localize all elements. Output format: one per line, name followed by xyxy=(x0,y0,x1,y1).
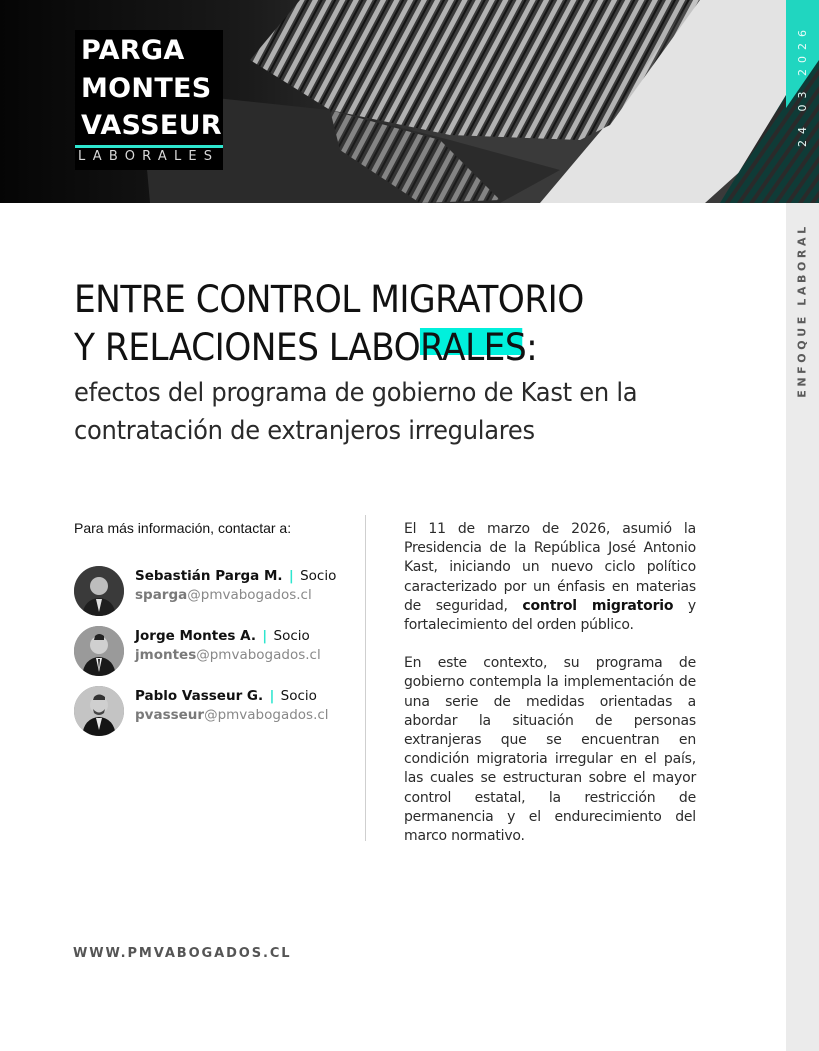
contact-name: Sebastián Parga M. xyxy=(135,568,283,584)
email-user: sparga xyxy=(135,587,188,603)
email-domain: @pmvabogados.cl xyxy=(187,587,312,603)
avatar xyxy=(74,686,124,736)
contact-role: Socio xyxy=(280,688,317,704)
issue-date-text: 24 03 2026 xyxy=(796,23,810,147)
title-highlight-text: RALES xyxy=(420,326,527,369)
article-body xyxy=(404,520,696,865)
column-divider xyxy=(365,515,366,841)
logo-word-vasseur: VASSEUR xyxy=(81,110,222,141)
email-user: pvasseur xyxy=(135,707,205,723)
article-title xyxy=(74,276,725,372)
paragraph-2: En este contexto, su programa de gobierno contempla la implementación de una serie de medidas orientadas a abordar la situación de personas extranjeras que se encuentran en condición migratoria irregular en el país, las cuales se estructuran sobre el mayor control estatal, la restricción de permanencia y el endurecimiento del marco normativo. xyxy=(404,655,696,845)
header-banner xyxy=(0,0,819,203)
title-line-1: ENTRE CONTROL MIGRATORIO xyxy=(74,278,584,321)
section-label xyxy=(786,222,819,398)
paragraph-1-start: El 11 de marzo de 2026, asumió la Presidencia de la República José Antonio Kast, iniciando un nuevo ciclo político caracterizado por un énfasis en materias de seguridad, xyxy=(404,521,696,614)
contact-role: Socio xyxy=(300,568,337,584)
contact-name-line xyxy=(135,568,336,584)
contact-name: Pablo Vasseur G. xyxy=(135,688,264,704)
contact-email[interactable] xyxy=(135,647,321,663)
avatar xyxy=(74,626,124,676)
contact-name-line xyxy=(135,688,317,704)
separator: | xyxy=(269,688,275,704)
contact-name: Jorge Montes A. xyxy=(135,628,256,644)
contact-card xyxy=(74,686,344,736)
logo-accent-rule xyxy=(75,145,223,148)
contact-card xyxy=(74,566,344,616)
separator: | xyxy=(262,628,268,644)
issue-date xyxy=(786,0,819,170)
section-label-text: ENFOQUE LABORAL xyxy=(796,222,809,398)
paragraph-1 xyxy=(404,520,696,635)
avatar xyxy=(74,566,124,616)
separator: | xyxy=(288,568,294,584)
email-domain: @pmvabogados.cl xyxy=(204,707,329,723)
title-line-2 xyxy=(74,324,725,372)
paragraph-1-bold: control migratorio xyxy=(522,597,674,614)
subtitle-line-1: efectos del programa de gobierno de Kast en la xyxy=(74,378,638,408)
logo-subtitle: LABORALES xyxy=(78,149,220,164)
logo-word-parga: PARGA xyxy=(81,35,185,66)
contact-email[interactable] xyxy=(135,587,312,603)
title-colon: : xyxy=(526,326,538,369)
paragraph-1-end: y fortalecimiento del orden público. xyxy=(404,597,696,634)
title-line-2-start: Y RELACIONES LABO xyxy=(74,326,421,369)
contact-role: Socio xyxy=(273,628,310,644)
email-user: jmontes xyxy=(135,647,197,663)
logo-word-montes: MONTES xyxy=(81,73,212,104)
article-subtitle xyxy=(74,374,744,450)
website-link[interactable]: WWW.PMVABOGADOS.CL xyxy=(73,946,292,961)
contact-intro: Para más información, contactar a: xyxy=(74,520,292,536)
email-domain: @pmvabogados.cl xyxy=(196,647,321,663)
title-highlight xyxy=(420,324,526,372)
contact-name-line xyxy=(135,628,310,644)
contact-card xyxy=(74,626,344,676)
subtitle-line-2: contratación de extranjeros irregulares xyxy=(74,416,535,446)
contact-email[interactable] xyxy=(135,707,329,723)
